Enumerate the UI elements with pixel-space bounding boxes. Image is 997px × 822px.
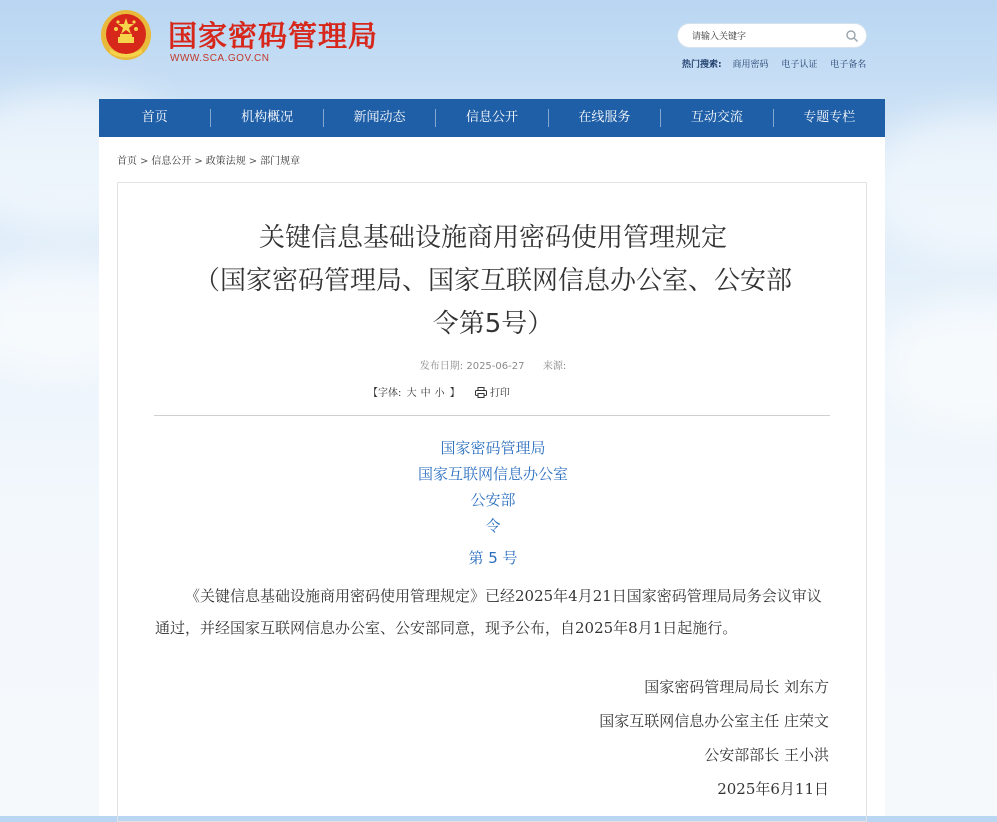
- signer-line: 国家密码管理局局长 刘东方: [644, 678, 829, 696]
- site-url: WWW.SCA.GOV.CN: [170, 53, 270, 64]
- search-box: [677, 23, 867, 48]
- article-tools: [368, 384, 510, 399]
- article-meta: [118, 357, 868, 372]
- font-size-large-button[interactable]: 大: [406, 388, 417, 399]
- article-title: [138, 217, 848, 346]
- breadcrumb-info-disclosure[interactable]: 信息公开: [151, 156, 192, 167]
- nav-special-topics[interactable]: 专题专栏: [803, 110, 856, 125]
- signing-date: 2025年6月11日: [717, 780, 829, 798]
- signers: [599, 670, 829, 806]
- breadcrumb-policies[interactable]: 政策法规: [205, 156, 246, 167]
- national-emblem-icon[interactable]: [100, 9, 152, 61]
- hot-link-e-filing[interactable]: 电子备名: [830, 60, 867, 70]
- font-size-small-button[interactable]: 小: [434, 388, 445, 399]
- site-title[interactable]: 国家密码管理局: [168, 19, 379, 53]
- signer-line: 国家互联网信息办公室主任 庄荣文: [599, 712, 829, 730]
- hot-search-label: 热门搜索:: [682, 60, 722, 70]
- issuer-line: 国家互联网信息办公室: [417, 465, 568, 483]
- signer-line: 公安部部长 王小洪: [704, 746, 829, 764]
- hot-search: [682, 57, 876, 70]
- breadcrumb-home[interactable]: 首页: [117, 156, 137, 167]
- article: [117, 182, 867, 822]
- article-title-line: （国家密码管理局、国家互联网信息办公室、公安部: [193, 266, 792, 296]
- breadcrumb-separator: >: [140, 156, 149, 167]
- nav-online-services[interactable]: 在线服务: [549, 109, 661, 127]
- hot-link-e-certification[interactable]: 电子认证: [781, 60, 818, 70]
- publish-date: 2025-06-27: [466, 361, 525, 372]
- content-page: [99, 137, 885, 816]
- search-input[interactable]: [690, 28, 844, 46]
- breadcrumb-separator: >: [248, 156, 258, 167]
- font-size-label-close: 】: [449, 388, 460, 399]
- nav-news[interactable]: 新闻动态: [324, 109, 436, 127]
- hot-link-commercial-crypto[interactable]: 商用密码: [732, 60, 769, 70]
- article-title-line: 关键信息基础设施商用密码使用管理规定: [258, 223, 727, 253]
- issuer-line: 公安部: [470, 491, 516, 509]
- site-header: [0, 0, 997, 99]
- print-button[interactable]: [475, 388, 510, 399]
- main-nav: [99, 99, 885, 137]
- breadcrumb-department-rules[interactable]: 部门规章: [260, 156, 301, 167]
- search-icon[interactable]: [845, 29, 859, 43]
- nav-about[interactable]: 机构概况: [211, 109, 323, 127]
- source-label: 来源:: [542, 361, 567, 372]
- publish-date-label: 发布日期:: [419, 361, 464, 372]
- breadcrumb: [117, 152, 300, 167]
- article-body: 《关键信息基础设施商用密码使用管理规定》已经2025年4月21日国家密码管理局局务会议审议通过，并经国家互联网信息办公室、公安部同意，现予公布，自2025年8月1日起施行。: [155, 587, 822, 637]
- divider: [154, 415, 830, 416]
- nav-interaction[interactable]: 互动交流: [661, 109, 773, 127]
- breadcrumb-separator: >: [194, 156, 203, 167]
- article-title-line: 令第5号）: [432, 309, 554, 339]
- nav-info-disclosure[interactable]: 信息公开: [436, 109, 548, 127]
- order-number: 第 5 号: [468, 549, 518, 567]
- issuers: [118, 435, 868, 539]
- font-size-label: 【字体:: [368, 388, 402, 399]
- printer-icon: [475, 387, 487, 398]
- nav-home[interactable]: 首页: [99, 109, 211, 127]
- issuer-line: 国家密码管理局: [440, 439, 546, 457]
- issuer-line: 令: [485, 517, 501, 535]
- print-label: 打印: [489, 388, 510, 399]
- font-size-medium-button[interactable]: 中: [420, 388, 431, 399]
